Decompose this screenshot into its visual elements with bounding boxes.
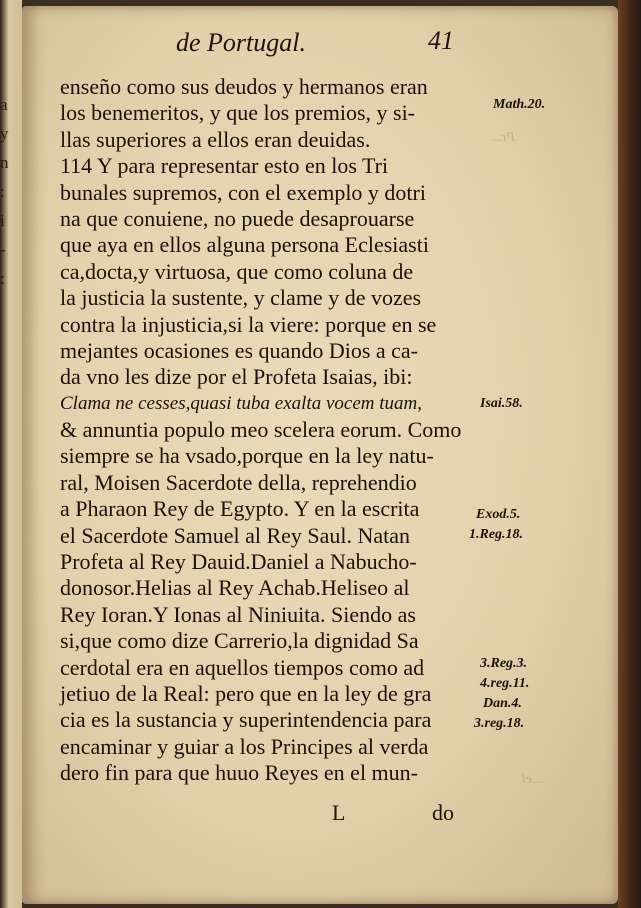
marginal-note: 1.Reg.18. <box>469 527 524 542</box>
text-line: enseño como sus deudos y hermanos eran <box>60 74 428 99</box>
text-line: 114 Y para representar esto en los Tri <box>60 153 389 179</box>
page-number: 41 <box>428 26 454 55</box>
marginal-note: 3.reg.18. <box>474 716 525 731</box>
show-through: Pr... <box>492 130 515 145</box>
text-line: ral, Moisen Sacerdote della, reprehendio <box>60 469 417 495</box>
facing-page-characters: a y n : i - : <box>0 95 9 288</box>
text-line: cerdotal era en aquellos tiempos como ad <box>60 654 425 680</box>
running-head: de Portugal. <box>176 28 306 57</box>
latin-quotation-line: Clama ne cesses,quasi tuba exalta vocem tuam, <box>60 392 422 414</box>
text-line: da vno les dize por el Profeta Isaias, ibi: <box>60 364 413 390</box>
text-line: que aya en ellos alguna persona Eclesiasti <box>60 232 429 258</box>
text-line: siempre se ha vsado,porque en la ley natu- <box>60 443 434 469</box>
text-line: Rey Ioran.Y Ionas al Niniuita. Siendo as <box>60 601 416 627</box>
catchword: do <box>432 800 454 825</box>
text-line: na que conuiene, no puede desaprouarse <box>60 205 415 231</box>
text-line: llas superiores a ellos eran deuidas. <box>60 126 371 152</box>
signature-mark: L <box>332 800 346 825</box>
text-line: a Pharaon Rey de Egypto. Y en la escrita <box>60 496 420 522</box>
marginal-note: 3.Reg.3. <box>480 656 528 671</box>
marginal-note: 4.reg.11. <box>480 676 530 691</box>
marginal-note: Isai.58. <box>480 396 523 411</box>
text-line: ca,docta,y virtuosa, que como coluna de <box>60 258 414 284</box>
text-line: jetiuo de la Real: pero que en la ley de gra <box>60 680 432 706</box>
book-fore-edge <box>618 0 641 908</box>
marginal-note: Math.20. <box>493 97 546 112</box>
text-line: Profeta al Rey Dauid.Daniel a Nabucho- <box>60 549 417 575</box>
page-foot <box>60 800 460 828</box>
facing-page-edge <box>0 0 22 908</box>
body-text <box>60 74 460 787</box>
text-line: la justicia la sustente, y clame y de vozes <box>60 285 422 311</box>
text-line: contra la injusticia,si la viere: porque en se <box>60 311 437 337</box>
text-line: cia es la sustancia y superintendencia para <box>60 707 432 733</box>
marginal-note: Exod.5. <box>476 507 521 522</box>
marginal-note: Dan.4. <box>483 696 522 711</box>
text-line: el Sacerdote Samuel al Rey Saul. Natan <box>60 522 411 548</box>
show-through: ...el <box>522 772 543 787</box>
text-line: donosor.Helias al Rey Achab.Heliseo al <box>60 575 410 601</box>
text-line: dero fin para que huuo Reyes en el mun- <box>60 760 418 786</box>
text-line: encaminar y guiar a los Principes al verda <box>60 733 429 759</box>
text-line: & annuntia populo meo scelera eorum. Como <box>60 417 462 443</box>
text-line: mejantes ocasiones es quando Dios a ca- <box>60 337 418 363</box>
text-line: bunales supremos, con el exemplo y dotri <box>60 179 426 205</box>
text-line: los benemeritos, y que los premios, y si- <box>60 100 416 126</box>
text-line: si,que como dize Carrerio,la dignidad Sa <box>60 628 419 654</box>
